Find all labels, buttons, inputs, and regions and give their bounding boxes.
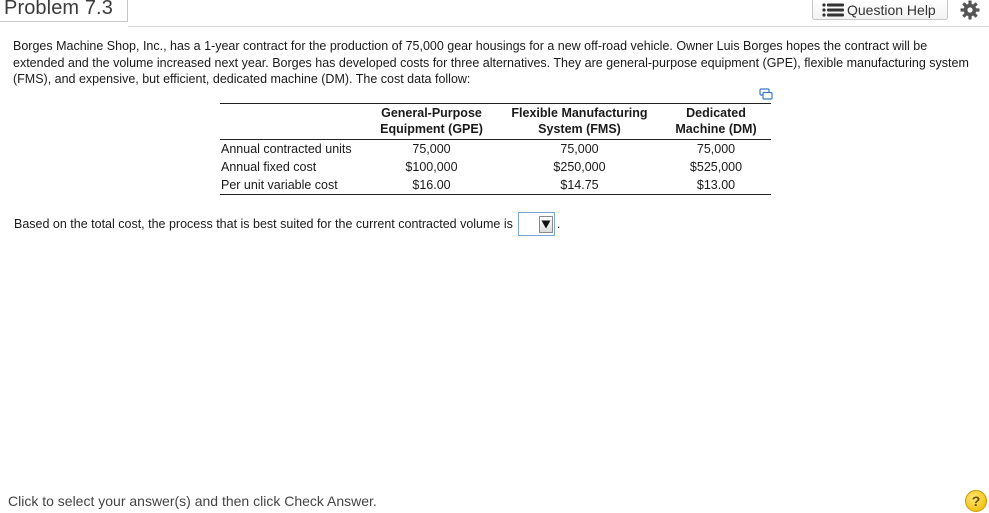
help-button[interactable]	[965, 490, 987, 512]
cell-dm: 75,000	[696, 142, 736, 156]
table-row	[220, 158, 771, 176]
question-suffix: .	[556, 217, 561, 231]
row-label: Annual fixed cost	[221, 160, 317, 174]
cell-gpe: $100,000	[405, 160, 458, 174]
cell-fms: $250,000	[553, 160, 606, 174]
page-title: Problem 7.3	[4, 0, 113, 19]
cell-dm: $525,000	[689, 160, 743, 174]
header-dm	[661, 104, 771, 140]
header-fms	[498, 104, 661, 140]
header-dm-line1: Dedicated	[686, 106, 746, 120]
cell-dm: $13.00	[696, 178, 736, 192]
table-row	[220, 140, 771, 159]
header-fms-line1: Flexible Manufacturing	[511, 106, 648, 120]
cell-gpe: $16.00	[412, 178, 451, 192]
problem-statement: Borges Machine Shop, Inc., has a 1-year contract for the production of 75,000 gear housings for a new off-road vehicle. Owner Luis Borges hopes the contract will be extended and the volume increased next year. Borges has developed costs for three alternatives. They are general-purpose equipment (GPE), flexible manufacturing system (FMS), and expensive, but efficient, dedicated machine (DM). The cost data follow:	[13, 39, 969, 86]
footer-instruction: Click to select your answer(s) and then click Check Answer.	[8, 493, 377, 509]
header-gpe-line2: Equipment (GPE)	[380, 122, 483, 136]
header-fms-line2: System (FMS)	[538, 122, 621, 136]
list-icon	[822, 3, 844, 17]
copy-icon[interactable]	[759, 88, 773, 100]
dropdown-arrow-button[interactable]	[539, 216, 553, 233]
title-tab	[0, 0, 128, 22]
question-text: Based on the total cost, the process that is best suited for the current contracted volume is	[14, 217, 513, 231]
row-label: Per unit variable cost	[221, 178, 338, 192]
header-divider	[128, 26, 989, 27]
header-gpe	[365, 104, 498, 140]
cost-data-table	[220, 103, 771, 195]
header-gpe-line1: General-Purpose	[381, 106, 482, 120]
gear-icon	[960, 0, 980, 20]
table-row	[220, 176, 771, 195]
table-header-row	[220, 104, 771, 140]
cell-fms: $14.75	[560, 178, 599, 192]
question-help-label: Question Help	[847, 1, 936, 18]
question-line	[14, 212, 560, 236]
header-blank	[220, 104, 365, 140]
cell-gpe: 75,000	[412, 142, 451, 156]
row-label: Annual contracted units	[221, 142, 352, 156]
question-help-button[interactable]	[812, 0, 948, 20]
header-dm-line2: Machine (DM)	[675, 122, 757, 136]
help-icon: ?	[971, 493, 981, 509]
answer-dropdown[interactable]	[518, 212, 555, 236]
settings-button[interactable]	[957, 0, 983, 22]
cell-fms: 75,000	[560, 142, 599, 156]
triangle-down-icon	[541, 220, 551, 229]
